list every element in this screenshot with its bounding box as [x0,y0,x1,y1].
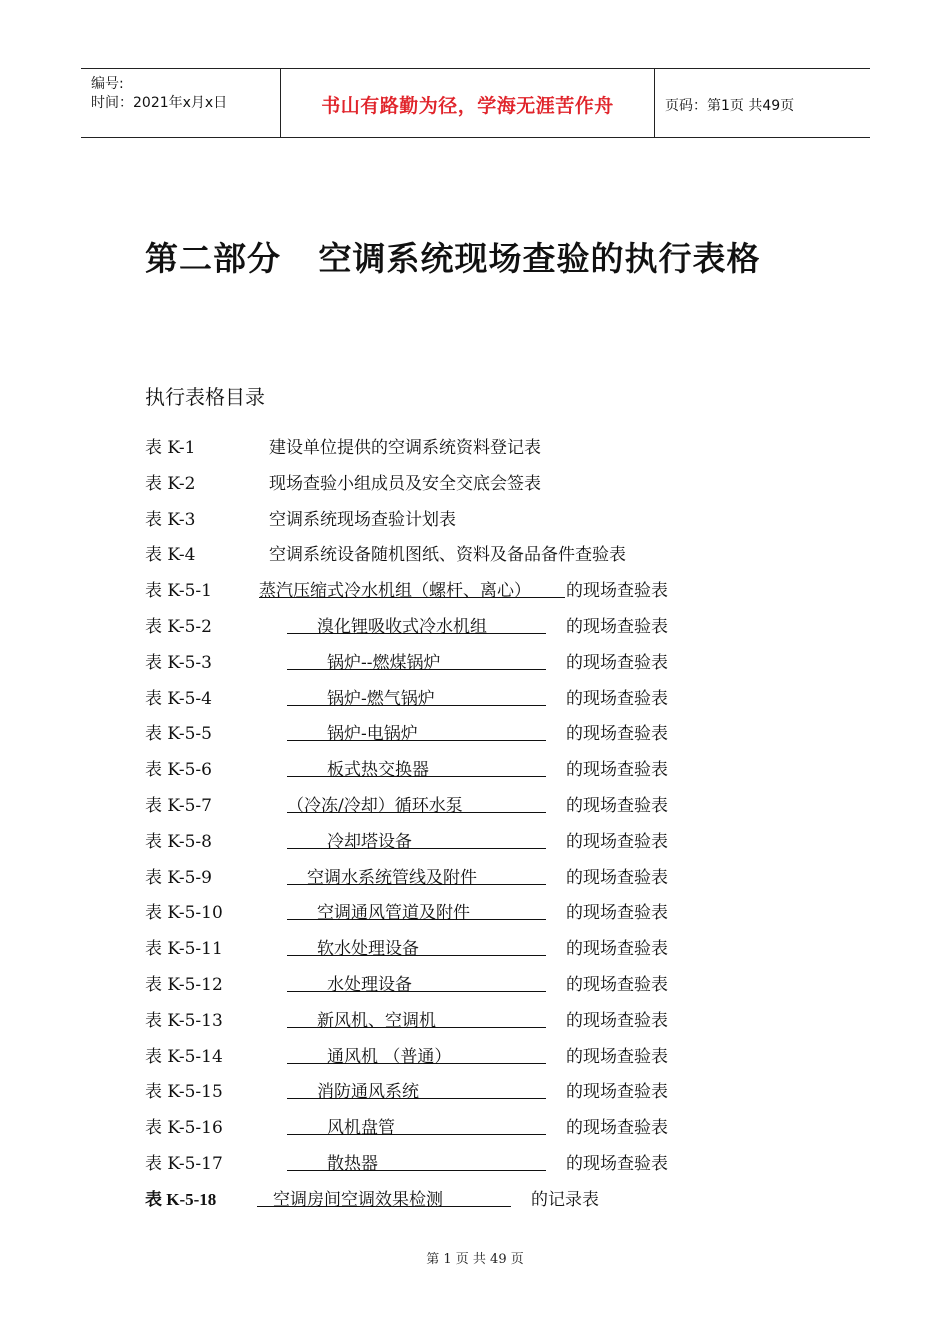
toc-entry-name: 消防通风系统 [287,1077,546,1099]
toc-entry-name: 空调水系统管线及附件 [287,863,546,885]
toc-entry-name: 锅炉-电锅炉 [287,719,546,741]
toc-entry-name: 蒸汽压缩式冷水机组（螺杆、离心） [259,576,565,598]
toc-entry-name: 通风机 （普通） [287,1042,546,1064]
header-table [81,68,870,138]
toc-entry-name: 风机盘管 [287,1113,546,1135]
toc-entry-suffix: 的现场查验表 [566,939,668,959]
number-label: 编号: [91,76,124,92]
toc-entry-name: 建设单位提供的空调系统资料登记表 [269,438,541,458]
toc-entry-code: 表 K-5-1 [145,581,212,601]
toc-entry-name: 溴化锂吸收式冷水机组 [287,612,546,634]
toc-entry-name: （冷冻/冷却）循环水泵 [287,791,546,813]
page-title: 第二部分 空调系统现场查验的执行表格 [145,239,761,278]
toc-entry-code: 表 K-1 [145,438,196,458]
toc-entry-code: 表 K-4 [145,545,196,565]
toc-entry-suffix: 的现场查验表 [566,760,668,780]
toc-entry-name: 空调通风管道及附件 [287,898,546,920]
toc-entry-name: 软水处理设备 [287,934,546,956]
time-label: 时间：2021年x月x日 [91,95,228,111]
toc-entry-code: 表 K-5-3 [145,653,212,673]
toc-entry-code: 表 K-5-17 [145,1154,223,1174]
toc-entry-code: 表 K-5-15 [145,1082,223,1102]
toc-heading: 执行表格目录 [145,385,265,409]
header-info-cell [81,69,281,137]
header-motto-cell [281,69,655,137]
toc-entry-code: 表 K-5-6 [145,760,212,780]
toc-entry-name: 水处理设备 [287,970,546,992]
toc-entry-suffix: 的现场查验表 [566,796,668,816]
toc-entry-suffix: 的现场查验表 [566,581,668,601]
toc-entry-code: 表 K-5-4 [145,689,212,709]
toc-entry-suffix: 的现场查验表 [566,975,668,995]
toc-entry-code: 表 K-5-10 [145,903,223,923]
toc-entry-suffix: 的现场查验表 [566,689,668,709]
toc-entry-name: 锅炉-燃气锅炉 [287,684,546,706]
toc-entry-name: 冷却塔设备 [287,827,546,849]
toc-entry-suffix: 的现场查验表 [566,832,668,852]
toc-entry-code: 表 K-5-2 [145,617,212,637]
toc-entry-suffix: 的现场查验表 [566,617,668,637]
toc-entry-name: 锅炉--燃煤锅炉 [287,648,546,670]
toc-entry-code: 表 K-5-16 [145,1118,223,1138]
toc-entry-suffix: 的现场查验表 [566,1154,668,1174]
toc-entry-code: 表 K-5-9 [145,868,212,888]
header-page-cell [655,69,870,137]
toc-entry-suffix: 的现场查验表 [566,724,668,744]
toc-entry-code: 表 K-5-8 [145,832,212,852]
toc-entry-code: 表 K-3 [145,510,196,530]
toc-entry-code: 表 K-5-12 [145,975,223,995]
toc-entry-suffix: 的记录表 [531,1190,599,1210]
toc-entry-suffix: 的现场查验表 [566,1011,668,1031]
page-footer: 第 1 页 共 49 页 [426,1252,524,1267]
toc-entry-code: 表 K-5-11 [145,939,223,959]
toc-entry-suffix: 的现场查验表 [566,653,668,673]
toc-entry-name: 散热器 [287,1149,546,1171]
toc-entry-name: 新风机、空调机 [287,1006,546,1028]
toc-entry-suffix: 的现场查验表 [566,1082,668,1102]
toc-entry-suffix: 的现场查验表 [566,1118,668,1138]
toc-entry-name: 现场查验小组成员及安全交底会签表 [269,474,541,494]
toc-entry-code: 表 K-5-14 [145,1047,223,1067]
toc-entry-code: 表 K-5-5 [145,724,212,744]
page-label: 页码：第1页 共49页 [665,98,795,114]
toc-entry-code: 表 K-5-13 [145,1011,223,1031]
motto: 书山有路勤为径，学海无涯苦作舟 [321,95,614,117]
toc-entry-code: 表 K-5-18 [145,1190,217,1209]
toc-entry-code: 表 K-5-7 [145,796,212,816]
toc-entry-suffix: 的现场查验表 [566,1047,668,1067]
toc-entry-suffix: 的现场查验表 [566,903,668,923]
toc-entry-name: 板式热交换器 [287,755,546,777]
toc-entry-code: 表 K-2 [145,474,196,494]
toc-entry-name: 空调系统现场查验计划表 [269,510,456,530]
toc-entry-name: 空调系统设备随机图纸、资料及备品备件查验表 [269,545,626,565]
toc-entry-suffix: 的现场查验表 [566,868,668,888]
toc-entry-name: 空调房间空调效果检测 [257,1185,511,1207]
